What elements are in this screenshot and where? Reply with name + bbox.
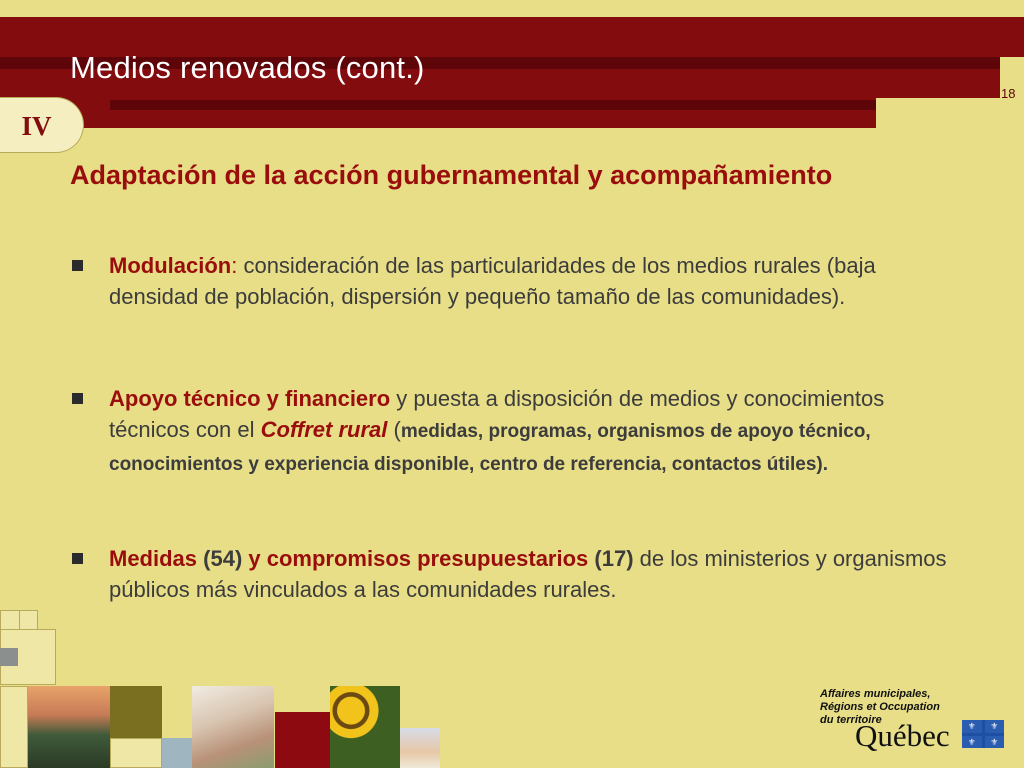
bullet-lead: Apoyo técnico y financiero: [109, 386, 391, 411]
landscape-photo: [28, 686, 110, 768]
bullet-square-icon: [72, 553, 83, 564]
child-photo: [400, 728, 440, 768]
decor-tile: [0, 610, 20, 630]
bullet-modulacion: [72, 250, 962, 312]
bullet-lead: Medidas: [109, 546, 198, 571]
slide-title: Medios renovados (cont.): [70, 50, 425, 85]
section-badge: IV: [0, 97, 84, 153]
bullet-lead-2: y compromisos presupuestarios: [248, 546, 589, 571]
bullet-apoyo: [72, 383, 962, 480]
fleur-de-lis-icon: ⚜: [962, 736, 982, 749]
quebec-wordmark: Québec: [855, 718, 950, 753]
bullet-count-2: (17): [588, 546, 634, 571]
family-photo: [192, 686, 274, 768]
bullet-colon: :: [231, 253, 238, 278]
page-number: 18: [1001, 86, 1016, 101]
decor-tile: [162, 738, 192, 768]
slide-subtitle: Adaptación de la acción gubernamental y acompañamiento: [70, 160, 833, 190]
fleur-de-lis-icon: ⚜: [962, 720, 982, 733]
decor-tile: [275, 712, 330, 768]
fleur-de-lis-icon: ⚜: [985, 720, 1005, 733]
decor-tile: [110, 686, 162, 738]
logo-line: Régions et Occupation: [820, 701, 940, 713]
bullet-count-1: (54): [197, 546, 249, 571]
sunflower-photo: [330, 686, 400, 768]
bullet-square-icon: [72, 393, 83, 404]
bullet-text: de los ministerios y organismos públicos más vinculados a las comunidades rurales.: [109, 546, 947, 602]
bullet-square-icon: [72, 260, 83, 271]
bullet-medidas: [72, 543, 962, 605]
logo-line: du territoire: [820, 714, 882, 726]
bullet-lead: Modulación: [109, 253, 232, 278]
logo-line: Affaires municipales,: [820, 688, 931, 700]
bullet-text: y puesta a disposición de medios y conocimientos técnicos con el: [109, 386, 885, 442]
decor-tile: [0, 686, 28, 768]
header-band-stripe: [110, 100, 876, 110]
bullet-detail: medidas, programas, organismos de apoyo técnico, conocimientos y experiencia disponible, centro de referencia, contactos útiles).: [109, 421, 871, 475]
fleur-de-lis-icon: ⚜: [985, 736, 1005, 749]
bullet-italic: Coffret rural: [260, 417, 388, 442]
decor-tile: [0, 648, 18, 666]
decor-tile: [110, 738, 162, 768]
bullet-text: consideración de las particularidades de los medios rurales (baja densidad de población, dispersión y pequeño tamaño de las comunidades).: [109, 253, 876, 309]
bullet-paren: (: [387, 417, 401, 442]
decor-tile: [19, 610, 38, 630]
quebec-flag-icon: [962, 720, 1004, 748]
